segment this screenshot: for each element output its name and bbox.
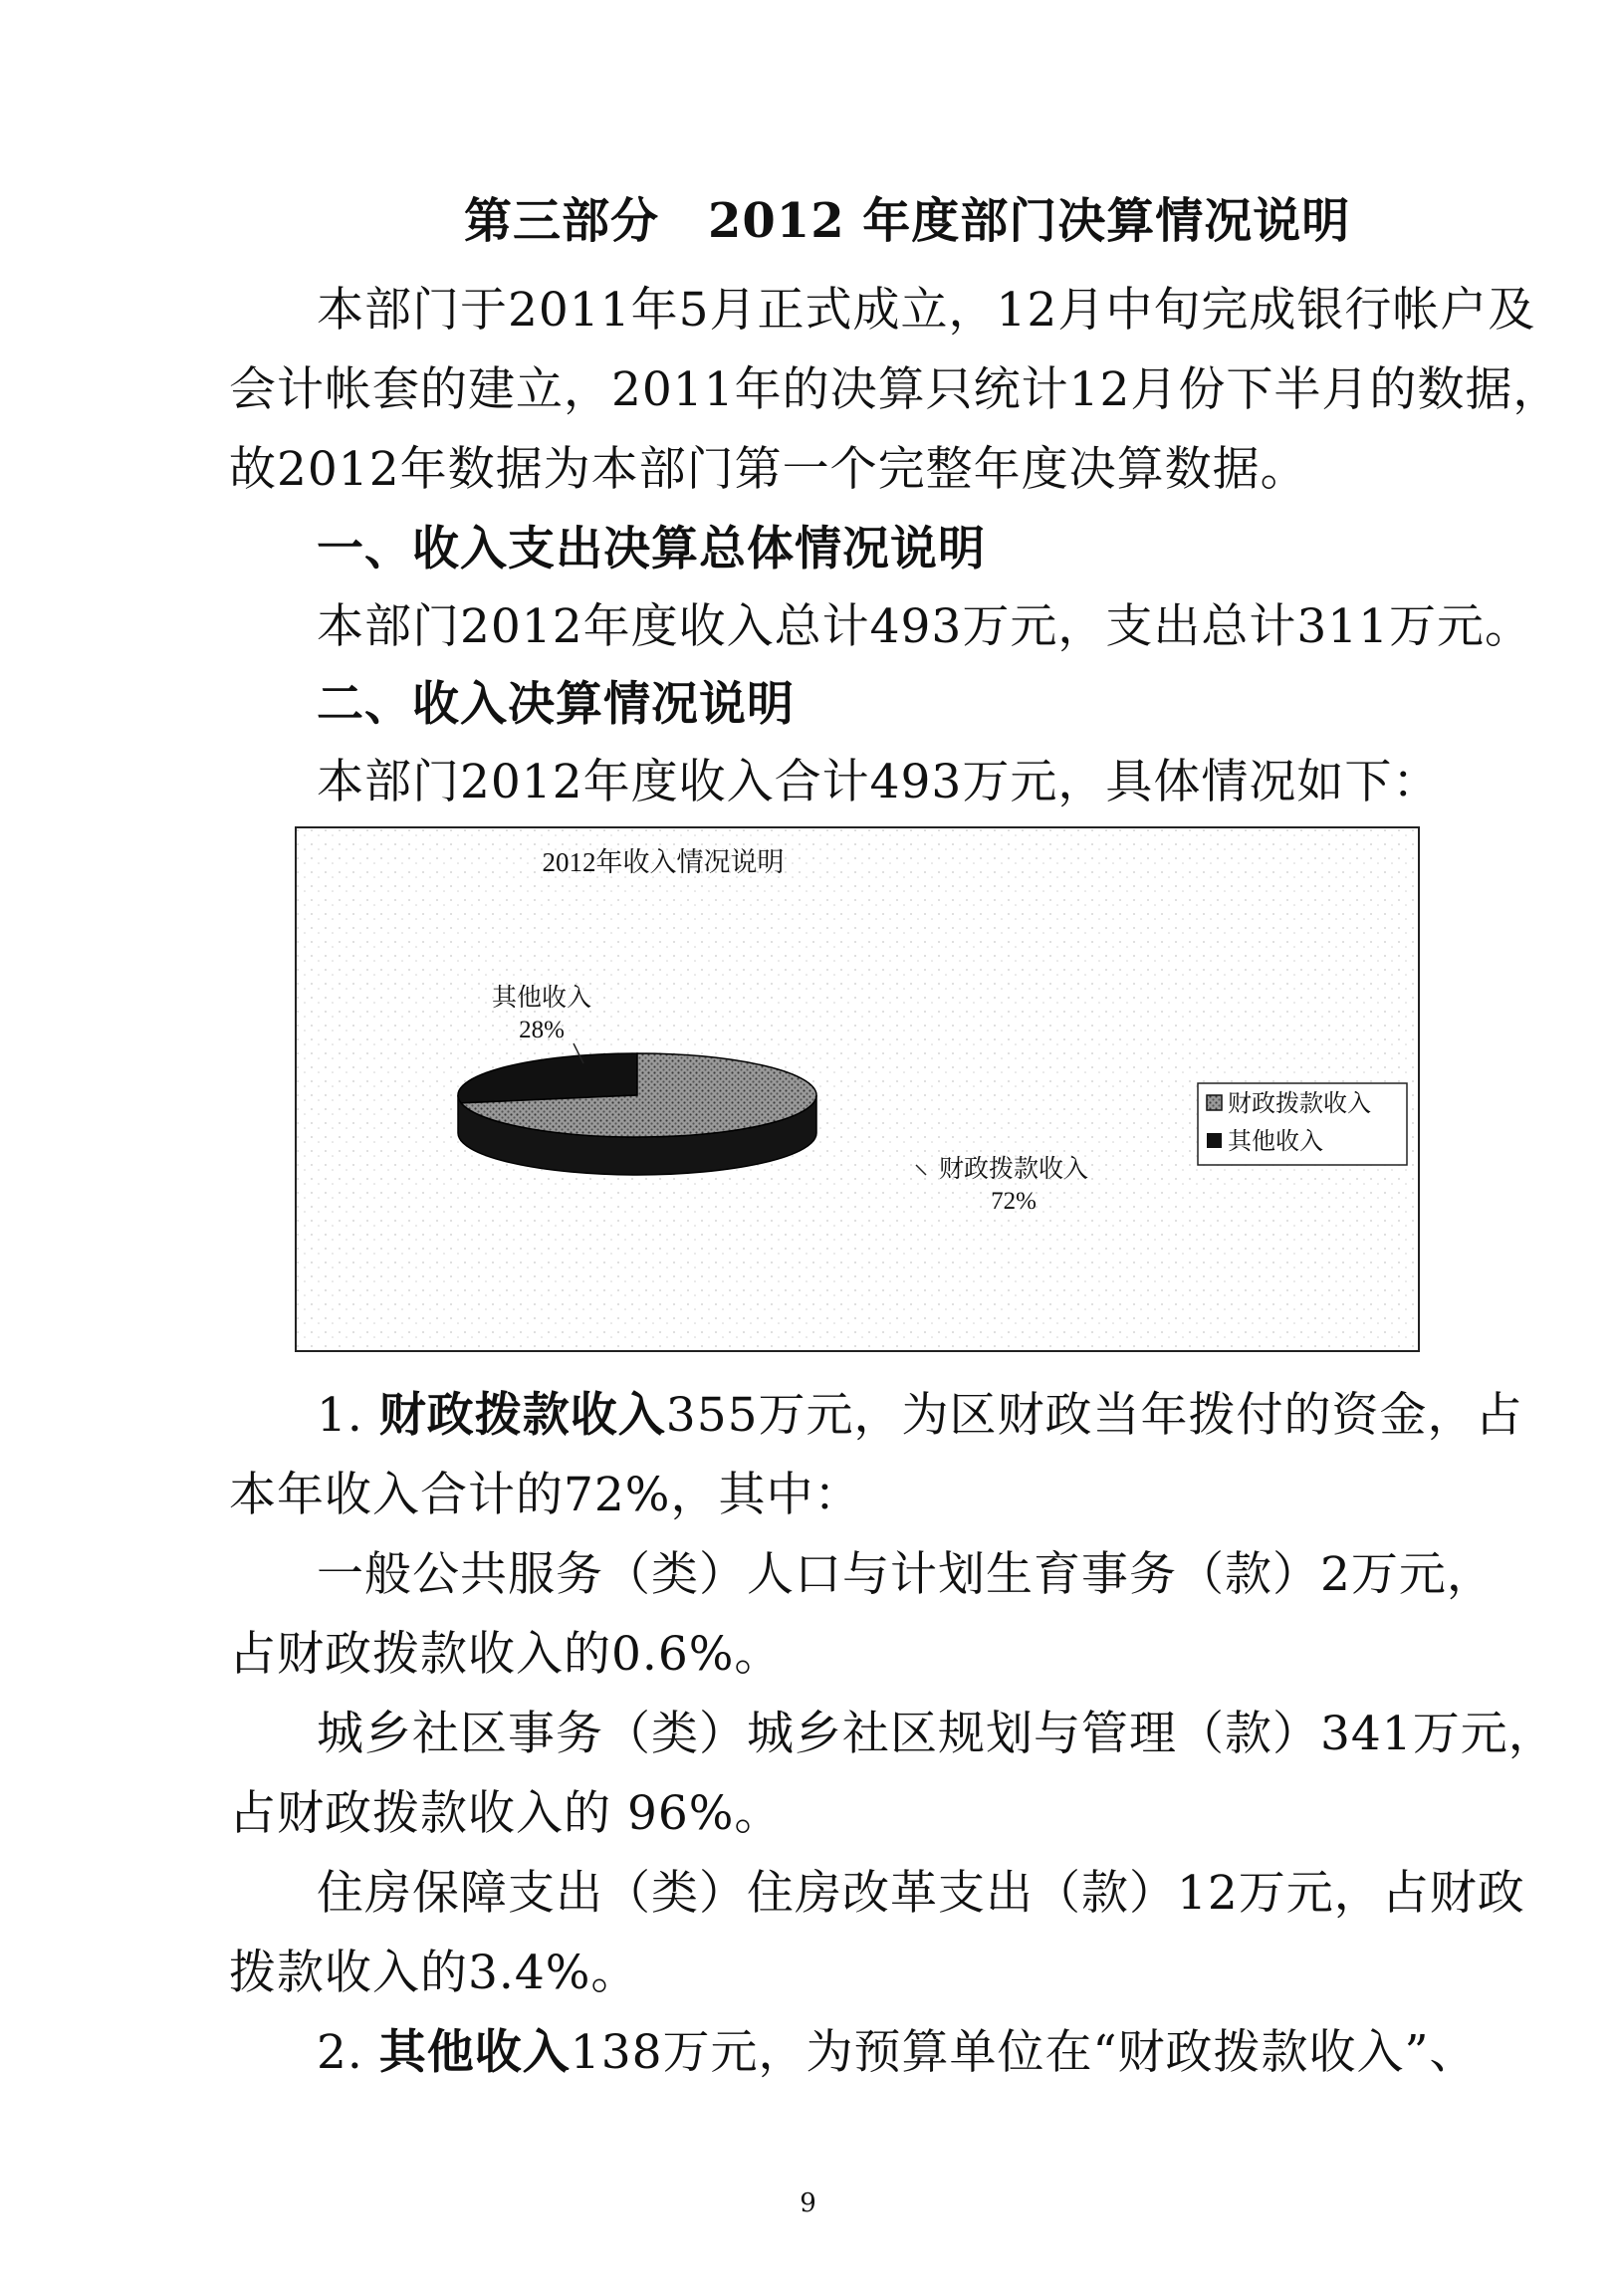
item2-number: 2. bbox=[317, 2025, 379, 2080]
chart-legend bbox=[1198, 1083, 1407, 1165]
pie-label-fiscal-pct: 72% bbox=[991, 1188, 1037, 1215]
pie bbox=[458, 1053, 816, 1175]
item1-sub2-line-2: 占财政拨款收入的 96%。 bbox=[229, 1786, 783, 1841]
item2-line-1 bbox=[317, 2023, 1478, 2083]
item1-bold-label: 财政拨款收入 bbox=[378, 1388, 666, 1443]
item2-bold-label: 其他收入 bbox=[378, 2025, 571, 2080]
item1-sub1-line-2: 占财政拨款收入的0.6%。 bbox=[229, 1627, 783, 1682]
pie-label-fiscal-name: 财政拨款收入 bbox=[938, 1156, 1089, 1183]
intro-line-3: 故2012年数据为本部门第一个完整年度决算数据。 bbox=[229, 442, 1308, 497]
item1-sub3-line-2: 拨款收入的3.4%。 bbox=[229, 1946, 639, 2000]
pie-label-other-name: 其他收入 bbox=[491, 985, 592, 1012]
item1-text-a: 355万元，为区财政当年拨付的资金，占 bbox=[665, 1388, 1523, 1443]
page-number: 9 bbox=[800, 2188, 816, 2218]
intro-line-2: 会计帐套的建立，2011年的决算只统计12月份下半月的数据， bbox=[229, 362, 1561, 417]
pie-label-other-pct: 28% bbox=[519, 1017, 565, 1043]
chart-title: 2012年收入情况说明 bbox=[542, 847, 785, 877]
item1-number: 1. bbox=[317, 1388, 379, 1443]
legend-label-fiscal: 财政拨款收入 bbox=[1228, 1089, 1371, 1117]
income-pie-chart bbox=[295, 826, 1420, 1352]
item1-sub3-line-1: 住房保障支出（类）住房改革支出（款）12万元，占财政 bbox=[317, 1866, 1525, 1921]
intro-line-1: 本部门于2011年5月正式成立，12月中旬完成银行帐户及 bbox=[317, 283, 1536, 338]
section1-text: 本部门2012年度收入总计493万元，支出总计311万元。 bbox=[317, 599, 1533, 654]
legend-label-other: 其他收入 bbox=[1228, 1127, 1323, 1155]
section1-heading: 一、收入支出决算总体情况说明 bbox=[317, 522, 986, 576]
page-title: 第三部分 2012 年度部门决算情况说明 bbox=[464, 193, 1351, 249]
item1-line-2: 本年收入合计的72%，其中： bbox=[229, 1468, 862, 1522]
item1-line-1 bbox=[317, 1386, 1523, 1446]
item1-sub1-line-1: 一般公共服务（类）人口与计划生育事务（款）2万元， bbox=[317, 1547, 1495, 1602]
section2-text: 本部门2012年度收入合计493万元，具体情况如下： bbox=[317, 755, 1441, 809]
legend-swatch-other bbox=[1207, 1133, 1222, 1148]
section2-heading: 二、收入决算情况说明 bbox=[317, 677, 795, 732]
item2-text: 138万元，为预算单位在“财政拨款收入”、 bbox=[570, 2025, 1478, 2080]
item1-sub2-line-1: 城乡社区事务（类）城乡社区规划与管理（款）341万元， bbox=[317, 1707, 1556, 1761]
legend-swatch-fiscal bbox=[1207, 1095, 1222, 1110]
